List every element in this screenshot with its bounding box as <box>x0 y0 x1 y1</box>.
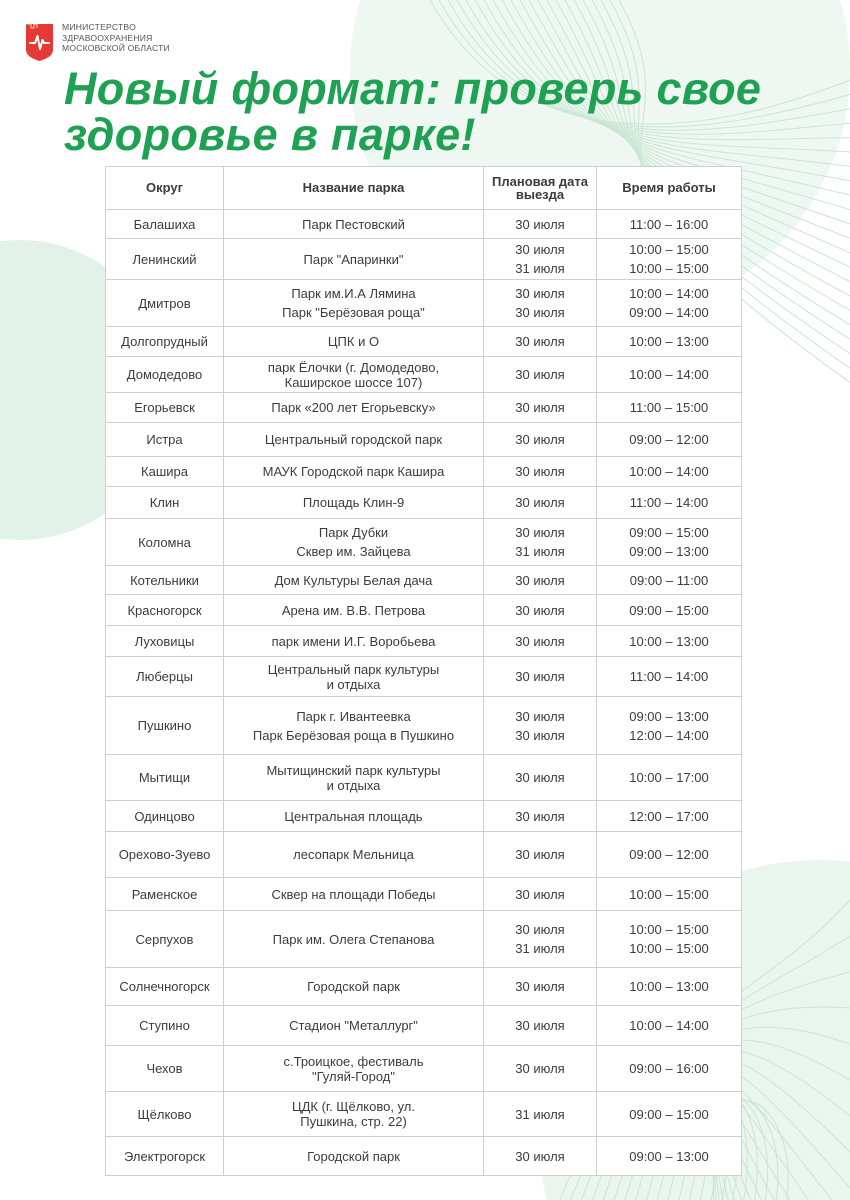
park-cell <box>224 210 484 239</box>
date-cell <box>484 210 597 239</box>
table-row <box>106 393 742 423</box>
district-cell <box>106 1092 224 1137</box>
table-row <box>106 1046 742 1092</box>
date-cell-line: 30 июля <box>515 334 565 349</box>
time-cell-line: 11:00 – 15:00 <box>629 400 709 415</box>
table-row <box>106 657 742 697</box>
date-cell-line: 30 июля <box>515 305 565 320</box>
date-cell <box>484 423 597 457</box>
date-cell <box>484 1046 597 1092</box>
date-cell-line: 30 июля <box>515 432 565 447</box>
page-title-line-1: Новый формат: проверь свое <box>64 63 762 114</box>
park-cell-line: Пушкина, стр. 22) <box>300 1114 407 1129</box>
district-cell-line: Долгопрудный <box>121 334 208 349</box>
date-cell-line: 30 июля <box>515 286 565 301</box>
header-time: Время работы <box>597 167 742 210</box>
table-row <box>106 280 742 327</box>
district-cell-line: Серпухов <box>135 931 194 947</box>
district-cell <box>106 1046 224 1092</box>
table-row <box>106 1006 742 1046</box>
ministry-emblem-icon <box>24 22 55 62</box>
date-cell-line: 30 июля <box>515 400 565 415</box>
time-cell-line: 09:00 – 12:00 <box>629 847 709 862</box>
district-cell-line: Одинцово <box>134 808 195 824</box>
time-cell-line: 10:00 – 15:00 <box>629 922 709 937</box>
time-cell <box>597 832 742 878</box>
time-cell-line: 12:00 – 17:00 <box>629 808 709 824</box>
time-cell <box>597 487 742 519</box>
district-cell-line: Кашира <box>141 464 188 479</box>
time-cell-line: 10:00 – 15:00 <box>629 941 709 956</box>
schedule-table <box>105 166 742 1176</box>
table-row <box>106 1137 742 1176</box>
time-cell-line: 11:00 – 16:00 <box>629 216 709 232</box>
date-cell <box>484 832 597 878</box>
park-cell-line: Парк Дубки <box>318 525 389 540</box>
district-cell <box>106 801 224 832</box>
park-cell-line: и отдыха <box>326 777 381 793</box>
date-cell-line: 30 июля <box>515 886 565 902</box>
district-cell-line: Егорьевск <box>134 400 195 415</box>
date-cell <box>484 968 597 1006</box>
date-cell-line: 30 июля <box>515 1061 565 1076</box>
time-cell <box>597 1006 742 1046</box>
schedule-table-container <box>105 166 741 1176</box>
time-cell-line: 09:00 – 15:00 <box>629 525 709 540</box>
district-cell-line: Орехово-Зуево <box>118 847 211 862</box>
district-cell-line: Электрогорск <box>123 1148 206 1164</box>
date-cell <box>484 393 597 423</box>
district-cell-line: Клин <box>149 495 180 510</box>
date-cell-line: 30 июля <box>515 525 565 540</box>
park-cell <box>224 657 484 697</box>
date-cell-line: 30 июля <box>515 242 565 257</box>
time-cell-line: 09:00 – 12:00 <box>629 432 709 447</box>
time-cell-line: 10:00 – 13:00 <box>629 979 709 994</box>
district-cell <box>106 393 224 423</box>
time-cell-line: 10:00 – 15:00 <box>629 242 709 257</box>
time-cell-line: 09:00 – 16:00 <box>629 1061 709 1076</box>
table-row <box>106 626 742 657</box>
park-cell <box>224 1006 484 1046</box>
time-cell-line: 10:00 – 14:00 <box>629 286 709 301</box>
header-date-line-1: Плановая дата <box>492 174 588 189</box>
table-row <box>106 357 742 393</box>
district-cell <box>106 657 224 697</box>
park-cell-line: Сквер им. Зайцева <box>296 544 411 559</box>
time-cell-line: 09:00 – 13:00 <box>629 544 709 559</box>
header-date <box>484 167 597 210</box>
park-cell-line: Парк "Берёзовая роща" <box>282 305 425 320</box>
park-cell <box>224 595 484 626</box>
time-cell-line: 09:00 – 11:00 <box>629 572 709 588</box>
table-row <box>106 1092 742 1137</box>
date-cell-line: 30 июля <box>515 216 565 232</box>
date-cell-line: 30 июля <box>515 770 565 785</box>
park-cell <box>224 280 484 327</box>
ministry-line-1: МИНИСТЕРСТВО <box>62 22 136 32</box>
district-cell <box>106 755 224 801</box>
park-cell <box>224 968 484 1006</box>
park-cell <box>224 327 484 357</box>
park-cell-line: Центральная площадь <box>284 808 423 824</box>
park-cell-line: парк имени И.Г. Воробьева <box>271 633 436 649</box>
time-cell-line: 09:00 – 13:00 <box>629 708 709 724</box>
park-cell-line: МАУК Городской парк Кашира <box>262 464 445 479</box>
time-cell-line: 09:00 – 15:00 <box>629 602 709 618</box>
district-cell <box>106 457 224 487</box>
district-cell <box>106 327 224 357</box>
date-cell-line: 30 июля <box>515 727 565 743</box>
table-row <box>106 595 742 626</box>
time-cell <box>597 423 742 457</box>
time-cell <box>597 239 742 280</box>
date-cell-line: 30 июля <box>515 464 565 479</box>
time-cell <box>597 755 742 801</box>
time-cell-line: 09:00 – 14:00 <box>629 305 709 320</box>
date-cell-line: 30 июля <box>515 808 565 824</box>
park-cell <box>224 239 484 280</box>
park-cell-line: Центральный парк культуры <box>267 661 440 677</box>
date-cell-line: 30 июля <box>515 847 565 862</box>
park-cell-line: Арена им. В.В. Петрова <box>281 602 426 618</box>
park-cell <box>224 1092 484 1137</box>
park-cell-line: Парк им. Олега Степанова <box>272 931 435 947</box>
park-cell-line: Площадь Клин-9 <box>302 495 405 510</box>
park-cell-line: Парк Берёзовая роща в Пушкино <box>252 727 455 743</box>
time-cell <box>597 457 742 487</box>
park-cell <box>224 519 484 566</box>
time-cell-line: 10:00 – 15:00 <box>629 886 709 902</box>
date-cell <box>484 755 597 801</box>
date-cell <box>484 697 597 755</box>
time-cell-line: 12:00 – 14:00 <box>629 727 709 743</box>
date-cell <box>484 911 597 968</box>
date-cell-line: 30 июля <box>515 367 565 382</box>
header-date-line-2: выезда <box>515 187 565 202</box>
park-cell-line: Каширское шоссе 107) <box>284 374 423 390</box>
district-cell <box>106 210 224 239</box>
date-cell-line: 30 июля <box>515 602 565 618</box>
park-cell-line: Парк «200 лет Егорьевску» <box>271 400 436 415</box>
time-cell <box>597 911 742 968</box>
park-cell <box>224 626 484 657</box>
time-cell <box>597 1092 742 1137</box>
park-cell-line: Городской парк <box>307 979 400 994</box>
district-cell-line: Пушкино <box>137 718 192 733</box>
district-cell-line: Люберцы <box>136 669 193 684</box>
date-cell-line: 30 июля <box>515 572 565 588</box>
district-cell <box>106 357 224 393</box>
time-cell <box>597 327 742 357</box>
park-cell-line: ЦДК (г. Щёлково, ул. <box>291 1099 415 1114</box>
district-cell <box>106 566 224 595</box>
time-cell <box>597 280 742 327</box>
district-cell <box>106 878 224 911</box>
time-cell-line: 10:00 – 14:00 <box>629 464 709 479</box>
district-cell <box>106 1137 224 1176</box>
park-cell-line: Парк Пестовский <box>302 216 405 232</box>
district-cell-line: Ленинский <box>132 251 197 267</box>
time-cell <box>597 878 742 911</box>
date-cell <box>484 566 597 595</box>
ministry-line-3: МОСКОВСКОЙ ОБЛАСТИ <box>62 43 170 54</box>
table-row <box>106 697 742 755</box>
district-cell <box>106 911 224 968</box>
district-cell <box>106 595 224 626</box>
park-cell <box>224 357 484 393</box>
time-cell <box>597 566 742 595</box>
table-row <box>106 968 742 1006</box>
time-cell <box>597 393 742 423</box>
park-cell <box>224 697 484 755</box>
table-row <box>106 239 742 280</box>
date-cell-line: 31 июля <box>515 1106 565 1122</box>
district-cell-line: Луховицы <box>134 633 195 649</box>
district-cell-line: Чехов <box>146 1061 183 1076</box>
table-row <box>106 519 742 566</box>
date-cell <box>484 626 597 657</box>
table-row <box>106 911 742 968</box>
time-cell <box>597 595 742 626</box>
district-cell-line: Домодедово <box>126 367 203 382</box>
park-cell <box>224 755 484 801</box>
time-cell-line: 10:00 – 13:00 <box>629 334 709 349</box>
table-row <box>106 327 742 357</box>
table-row <box>106 832 742 878</box>
time-cell-line: 11:00 – 14:00 <box>629 495 709 510</box>
park-cell <box>224 487 484 519</box>
district-cell <box>106 487 224 519</box>
time-cell <box>597 357 742 393</box>
header-park: Название парка <box>224 167 484 210</box>
time-cell <box>597 519 742 566</box>
time-cell <box>597 210 742 239</box>
table-row <box>106 423 742 457</box>
date-cell-line: 30 июля <box>515 708 565 724</box>
date-cell <box>484 327 597 357</box>
header-district: Округ <box>106 167 224 210</box>
park-cell <box>224 1137 484 1176</box>
time-cell-line: 11:00 – 14:00 <box>629 669 709 684</box>
date-cell-line: 30 июля <box>515 1018 565 1033</box>
ministry-line-2: ЗДРАВООХРАНЕНИЯ <box>62 32 153 43</box>
park-cell-line: ЦПК и О <box>327 334 380 349</box>
date-cell <box>484 595 597 626</box>
district-cell <box>106 697 224 755</box>
date-cell <box>484 657 597 697</box>
date-cell <box>484 1006 597 1046</box>
table-row <box>106 755 742 801</box>
park-cell <box>224 423 484 457</box>
table-header-row <box>106 167 742 210</box>
park-cell-line: и отдыха <box>326 676 381 692</box>
date-cell-line: 30 июля <box>515 633 565 649</box>
park-cell-line: с.Троицкое, фестиваль <box>283 1053 424 1069</box>
table-row <box>106 210 742 239</box>
district-cell-line: Ступино <box>139 1018 190 1033</box>
district-cell-line: Щёлково <box>137 1106 192 1122</box>
district-cell-line: Солнечногорск <box>119 979 210 994</box>
park-cell-line: Стадион "Металлург" <box>289 1018 418 1033</box>
park-cell <box>224 457 484 487</box>
park-cell-line: парк Ёлочки (г. Домодедово, <box>267 359 440 375</box>
date-cell-line: 30 июля <box>515 922 565 937</box>
district-cell <box>106 519 224 566</box>
ministry-name <box>62 22 170 54</box>
park-cell-line: "Гуляй-Город" <box>312 1068 395 1084</box>
date-cell <box>484 239 597 280</box>
date-cell-line: 30 июля <box>515 669 565 684</box>
table-row <box>106 487 742 519</box>
district-cell <box>106 832 224 878</box>
district-cell-line: Раменское <box>131 886 198 902</box>
table-row <box>106 801 742 832</box>
date-cell <box>484 878 597 911</box>
date-cell-line: 31 июля <box>515 261 565 276</box>
date-cell <box>484 280 597 327</box>
date-cell <box>484 519 597 566</box>
park-cell-line: Дом Культуры Белая дача <box>274 572 433 588</box>
district-cell-line: Коломна <box>138 534 191 550</box>
district-cell <box>106 423 224 457</box>
park-cell <box>224 832 484 878</box>
time-cell-line: 10:00 – 14:00 <box>629 367 709 382</box>
district-cell-line: Балашиха <box>133 216 196 232</box>
park-cell <box>224 878 484 911</box>
park-cell <box>224 393 484 423</box>
park-cell-line: Парк им.И.А Лямина <box>291 286 416 301</box>
table-row <box>106 457 742 487</box>
time-cell <box>597 801 742 832</box>
district-cell-line: Дмитров <box>138 295 191 311</box>
district-cell <box>106 626 224 657</box>
time-cell-line: 10:00 – 13:00 <box>629 633 709 649</box>
district-cell <box>106 280 224 327</box>
district-cell-line: Котельники <box>130 572 199 588</box>
date-cell-line: 30 июля <box>515 1148 565 1164</box>
time-cell-line: 10:00 – 15:00 <box>629 261 709 276</box>
park-cell-line: Мытищинский парк культуры <box>266 762 441 778</box>
park-cell <box>224 1046 484 1092</box>
time-cell <box>597 1137 742 1176</box>
time-cell-line: 09:00 – 13:00 <box>629 1148 709 1164</box>
park-cell <box>224 801 484 832</box>
date-cell <box>484 1137 597 1176</box>
time-cell <box>597 968 742 1006</box>
district-cell <box>106 1006 224 1046</box>
time-cell <box>597 657 742 697</box>
date-cell <box>484 487 597 519</box>
park-cell <box>224 566 484 595</box>
date-cell <box>484 1092 597 1137</box>
district-cell <box>106 968 224 1006</box>
district-cell-line: Истра <box>146 432 183 447</box>
time-cell <box>597 626 742 657</box>
time-cell-line: 09:00 – 15:00 <box>629 1106 709 1122</box>
date-cell <box>484 457 597 487</box>
page-title <box>64 63 762 160</box>
park-cell-line: Парк г. Ивантеевка <box>296 708 411 724</box>
time-cell <box>597 1046 742 1092</box>
date-cell-line: 30 июля <box>515 979 565 994</box>
time-cell-line: 10:00 – 14:00 <box>629 1018 709 1033</box>
park-cell-line: Городской парк <box>307 1148 400 1164</box>
park-cell-line: лесопарк Мельница <box>293 847 414 862</box>
district-cell-line: Мытищи <box>138 770 191 785</box>
district-cell <box>106 239 224 280</box>
park-cell-line: Центральный городской парк <box>264 432 443 447</box>
time-cell-line: 10:00 – 17:00 <box>629 770 709 785</box>
date-cell-line: 30 июля <box>515 495 565 510</box>
park-cell-line: Сквер на площади Победы <box>271 886 436 902</box>
date-cell-line: 31 июля <box>515 544 565 559</box>
date-cell-line: 31 июля <box>515 941 565 956</box>
district-cell-line: Красногорск <box>127 602 202 618</box>
ministry-logo <box>24 22 170 62</box>
time-cell <box>597 697 742 755</box>
date-cell <box>484 357 597 393</box>
date-cell <box>484 801 597 832</box>
table-row <box>106 566 742 595</box>
park-cell <box>224 911 484 968</box>
table-row <box>106 878 742 911</box>
park-cell-line: Парк "Апаринки" <box>303 251 404 267</box>
page-title-line-2: здоровье в парке! <box>64 109 476 160</box>
